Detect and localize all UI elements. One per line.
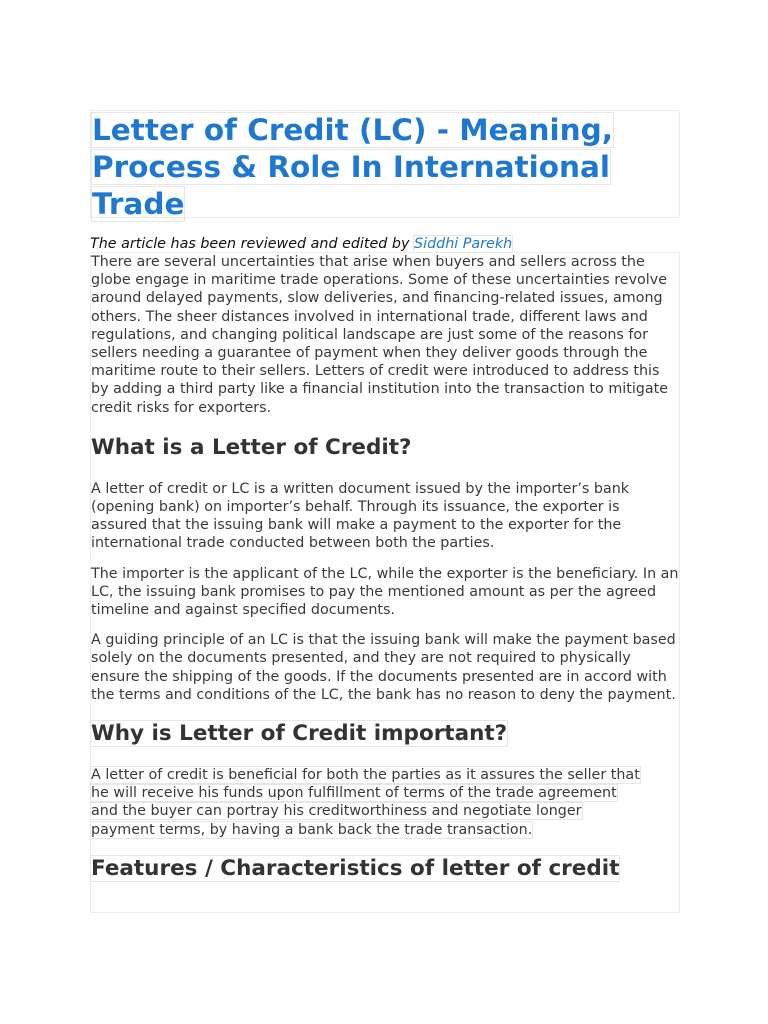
paragraph-principle: A guiding principle of an LC is that the issuing bank will make the payment based solely on the documents presented, and they are not required to physically ensure the shipping of the goods. If the documents presented are in accord with the terms and conditions of the LC, the bank has no reason to deny the payment. (91, 632, 676, 703)
byline-prefix: The article has been reviewed and edited by (90, 236, 415, 252)
page-title (92, 112, 679, 223)
title-box (90, 110, 680, 221)
intro-paragraph: There are several uncertainties that arise when buyers and sellers across the globe engage in maritime trade operations. Some of these uncertainties revolve around delayed payments, slow deliveries, and financing-related issues, among others. The sheer distances involved in international trade, different laws and regulations, and changing political landscape are just some of the reasons for sellers needing a guarantee of payment when they deliver goods through the maritime route to their sellers. Letters of credit were introduced to address this by adding a third party like a financial institution into the transaction to mitigate credit risks for exporters. (91, 254, 669, 416)
byline (90, 235, 680, 253)
importance-line-2: he will receive his funds upon fulfillment of terms of the trade agreement (91, 785, 617, 802)
importance-line-1: A letter of credit is beneficial for both the parties as it assures the seller that (91, 767, 640, 784)
section-heading-features (91, 855, 679, 883)
importance-line-4: payment terms, by having a bank back the trade transaction. (91, 821, 533, 838)
paragraph-parties: The importer is the applicant of the LC, while the exporter is the beneficiary. In an LC, the issuing bank promises to pay the mentioned amount as per the agreed timeline and against specified documents. (91, 565, 679, 619)
author-link[interactable]: Siddhi Parekh (414, 236, 513, 252)
paragraph-definition: A letter of credit or LC is a written document issued by the importer’s bank (opening bank) on importer’s behalf. Through its issuance, the exporter is assured that the issuing bank will make a payment to the exporter for the international trade conducted between both the parties. (91, 480, 630, 552)
article-body (90, 252, 680, 913)
page-title-line-3: Trade (92, 187, 185, 221)
page-title-line-1: Letter of Credit (LC) - Meaning, (92, 113, 613, 147)
importance-line-3: and the buyer can portray his creditworthiness and negotiate longer (91, 803, 582, 820)
section-heading-what-is-lc: What is a Letter of Credit? (91, 434, 412, 460)
section-heading-why-important (91, 720, 679, 748)
article (90, 110, 680, 913)
section-heading-features-text: Features / Characteristics of letter of credit (91, 855, 620, 881)
paragraph-importance (91, 766, 679, 839)
section-heading-why-important-text: Why is Letter of Credit important? (91, 721, 508, 747)
page-title-line-2: Process & Role In International (92, 150, 610, 184)
